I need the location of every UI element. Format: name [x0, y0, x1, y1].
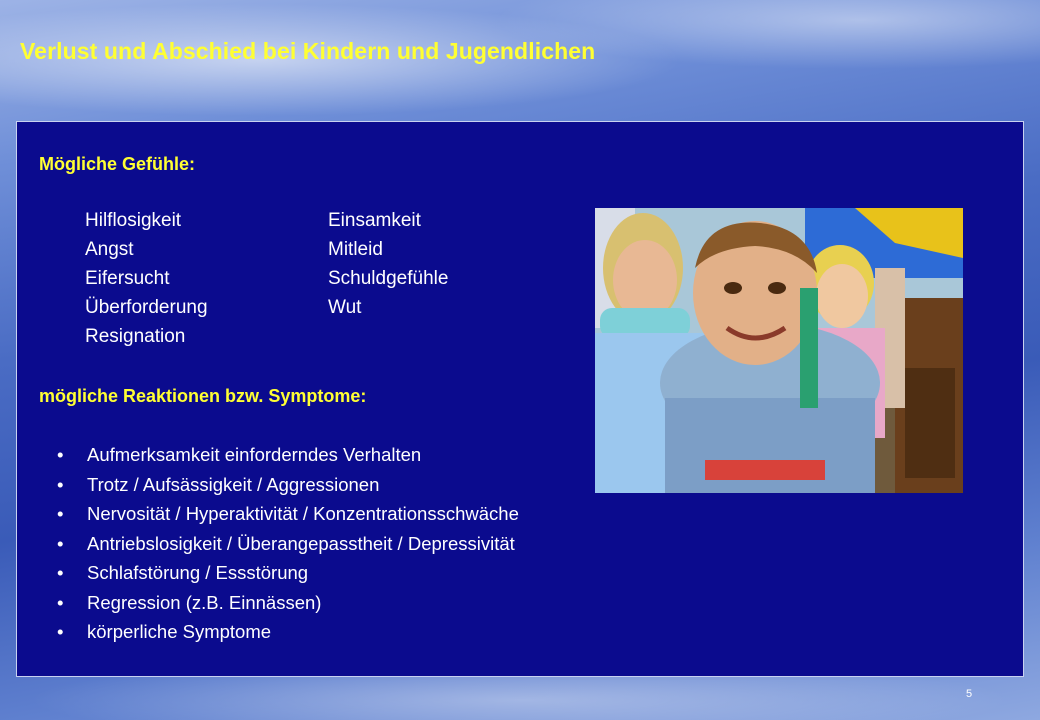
reactions-heading: mögliche Reaktionen bzw. Symptome: — [39, 386, 367, 406]
feeling-item: Eifersucht — [85, 268, 170, 289]
feeling-item: Wut — [328, 297, 362, 318]
feeling-item: Überforderung — [85, 297, 208, 318]
feeling-item: Angst — [85, 239, 134, 260]
list-item — [57, 440, 519, 470]
list-item-text: Aufmerksamkeit einforderndes Verhalten — [87, 444, 422, 465]
slide-title: Verlust und Abschied bei Kindern und Jugendlichen — [20, 38, 596, 64]
list-item — [57, 558, 519, 588]
bullet-icon: • — [57, 503, 64, 524]
feeling-item: Schuldgefühle — [328, 268, 449, 289]
children-photo-illustration — [595, 208, 963, 493]
list-item — [57, 499, 519, 529]
list-item — [57, 470, 519, 500]
feeling-item: Mitleid — [328, 239, 383, 260]
feeling-item: Hilflosigkeit — [85, 210, 182, 231]
list-item-text: Schlafstörung / Essstörung — [87, 562, 309, 583]
list-item — [57, 529, 519, 559]
page-number: 5 — [966, 688, 973, 700]
feelings-heading: Mögliche Gefühle: — [39, 154, 196, 174]
feeling-item: Einsamkeit — [328, 210, 421, 231]
list-item — [57, 588, 519, 618]
children-photo — [595, 208, 963, 493]
list-item — [57, 617, 519, 647]
bullet-icon: • — [57, 621, 64, 642]
feeling-item: Resignation — [85, 326, 186, 347]
list-item-text: Antriebslosigkeit / Überangepasstheit / Depressivität — [87, 532, 515, 554]
bullet-icon: • — [57, 473, 64, 495]
list-item-text: Regression (z.B. Einnässen) — [87, 591, 322, 613]
bullet-icon: • — [57, 591, 64, 613]
list-item-text: Trotz / Aufsässigkeit / Aggressionen — [87, 473, 380, 495]
bullet-icon: • — [57, 562, 64, 583]
bullet-icon: • — [57, 444, 64, 465]
bullet-icon: • — [57, 532, 64, 554]
list-item-text: körperliche Symptome — [87, 621, 272, 642]
list-item-text: Nervosität / Hyperaktivität / Konzentrationsschwäche — [87, 503, 519, 524]
content-box — [16, 121, 1024, 677]
reactions-list — [57, 440, 519, 647]
